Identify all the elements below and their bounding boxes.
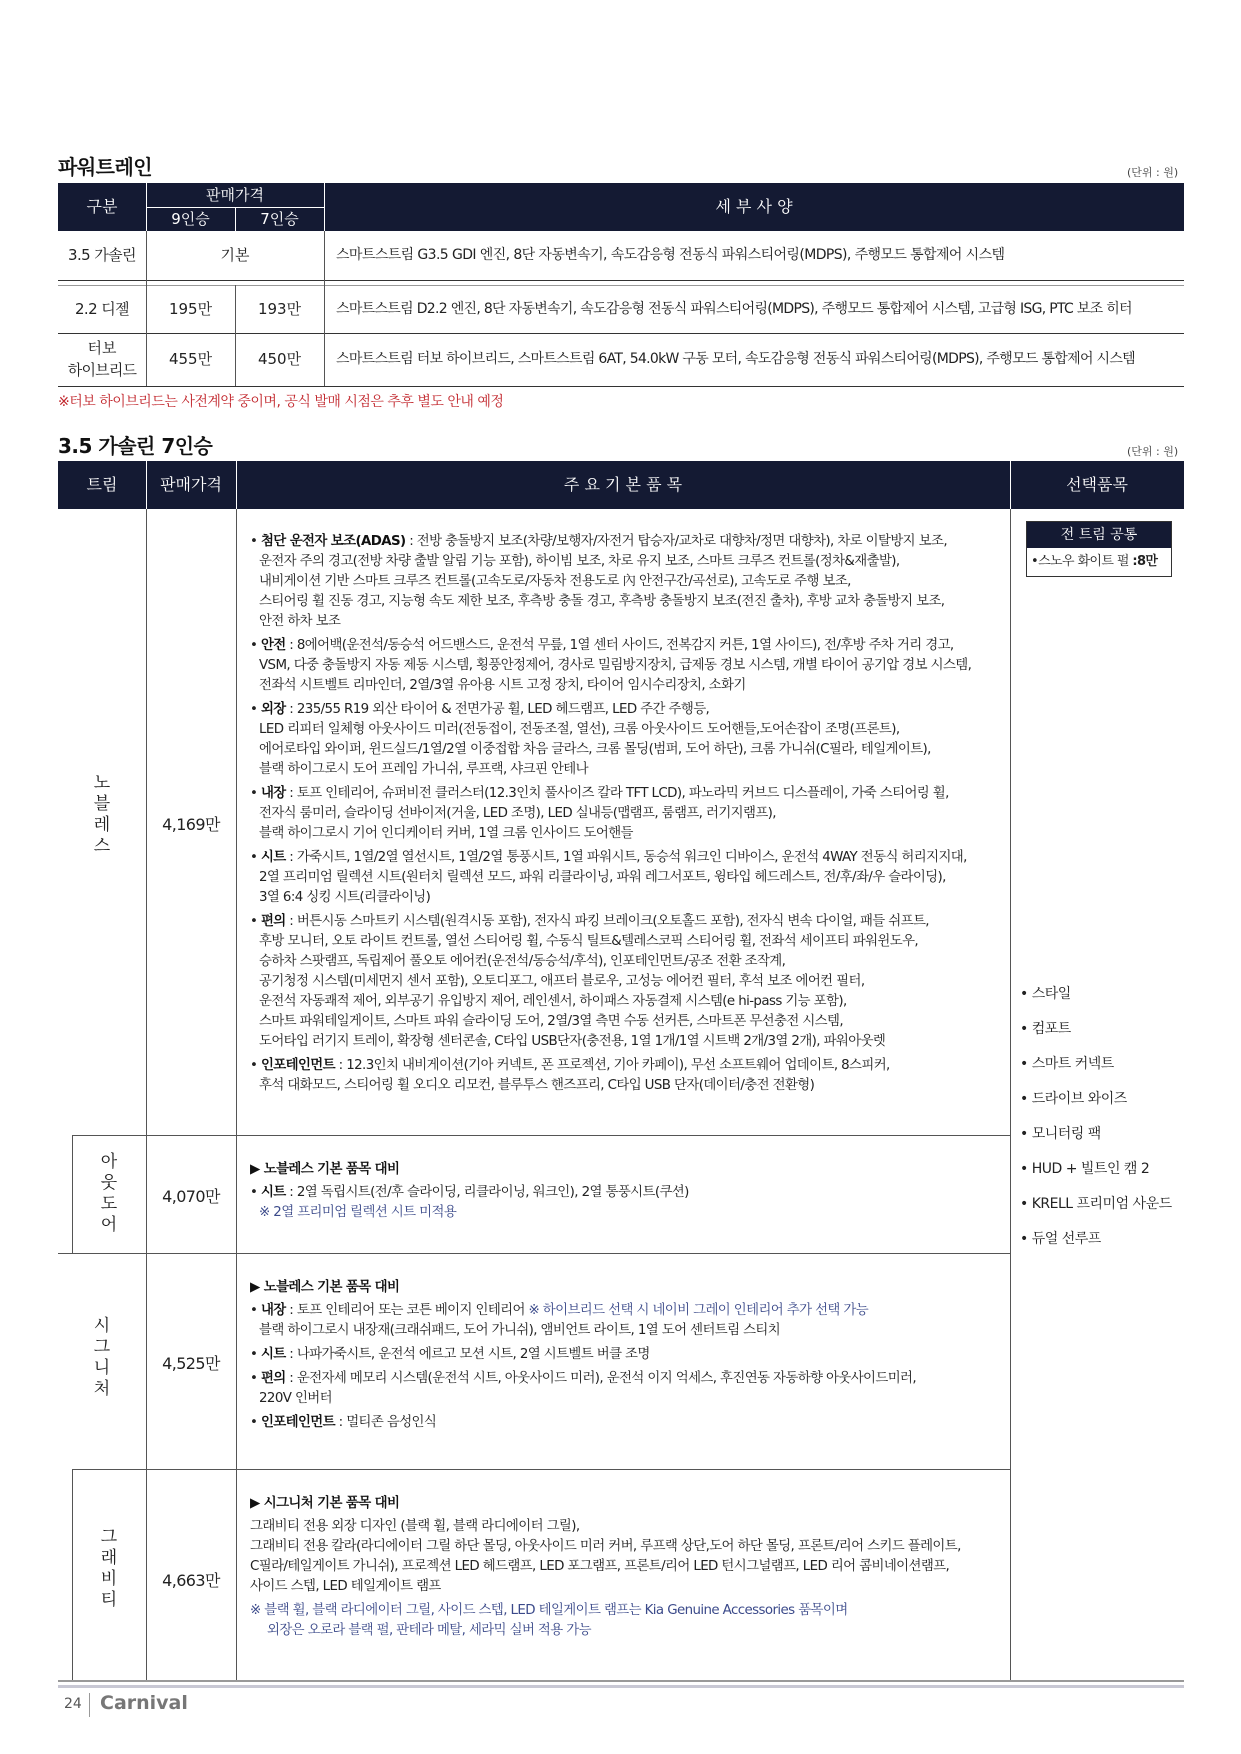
row-price-7: 450만: [257, 350, 302, 368]
header-price: 판매가격: [206, 186, 264, 204]
hybrid-note: ※터보 하이브리드는 사전계약 중이며, 공식 발매 시점은 추후 별도 안내 예정: [58, 394, 504, 410]
row-price-7: 193만: [257, 300, 302, 318]
header-detail: 세 부 사 양: [715, 197, 793, 216]
row-divider: [58, 386, 1184, 387]
trim-noblesse-name: 노 블 레 스: [93, 773, 111, 856]
row-name-line2: 하이브리드: [67, 361, 137, 379]
col-divider: [236, 509, 237, 1680]
header-seven-seats: 7인승: [260, 210, 299, 228]
row-name-line1: 터보: [87, 339, 117, 357]
footer-sep: [89, 1693, 90, 1717]
header-options: 선택품목: [1066, 475, 1128, 494]
option-hud-cam[interactable]: • HUD + 빌트인 캠 2: [1020, 1161, 1150, 1177]
page-number: 24: [64, 1696, 82, 1712]
trim-gravity-price: 4,663만: [162, 1571, 220, 1590]
option-list: [1020, 977, 1180, 1257]
option-monitoring-pack[interactable]: • 모니터링 팩: [1020, 1126, 1101, 1142]
header-sep: [146, 461, 147, 509]
header-main-items: 주 요 기 본 품 목: [563, 475, 683, 494]
header-sep: [235, 208, 236, 231]
footer-rule: [58, 1685, 1184, 1688]
trim-signature-price: 4,525만: [162, 1354, 220, 1373]
gasoline-title: 3.5 가솔린 7인승: [58, 434, 213, 458]
col-divider: [146, 509, 147, 1680]
trim-signature-name: 시 그 니 처: [93, 1316, 111, 1399]
item-infotainment: • 인포테인먼트 : 12.3인치 내비게이션(기아 커넥트, 폰 프로젝션, 기아 카페이), 무선 소프트웨어 업데이트, 8스피커,: [250, 1058, 890, 1073]
row-price-9: 455만: [168, 350, 213, 368]
header-sep: [236, 461, 237, 509]
option-comfort[interactable]: • 컴포트: [1020, 1021, 1071, 1037]
header-sep: [1010, 461, 1011, 509]
row-detail: 스마트스트림 터보 하이브리드, 스마트스트림 6AT, 54.0kW 구동 모터, 속도감응형 전동식 파워스티어링(MDPS), 주행모드 통합제어 시스템: [336, 351, 1135, 367]
row-detail: 스마트스트림 G3.5 GDI 엔진, 8단 자동변속기, 속도감응형 전동식 파워스티어링(MDPS), 주행모드 통합제어 시스템: [336, 247, 1005, 263]
row-price-merged: 기본: [220, 246, 250, 264]
row-name: 3.5 가솔린: [68, 246, 136, 264]
item-exterior: • 외장 : 235/55 R19 외산 타이어 & 전면가공 휠, LED 헤드램프, LED 주간 주행등,: [250, 702, 710, 717]
option-dual-sunroof[interactable]: • 듀얼 선루프: [1020, 1231, 1101, 1247]
signature-items: ▶ 노블레스 기본 품목 대비 • 내장 : 토프 인테리어 또는 코튼 베이지 인테리어 ※ 하이브리드 선택 시 네이비 그레이 인테리어 추가 선택 가능 블랙 하이그로시 내장재(크래쉬패드, 도어 가니쉬), 앰비언트 라이트, 1열 도어 센터트림 스티치 • 시트 : 나파가죽시트, 운전석 에르고 모션 시트, 2열 시트벨트 버클 조명 • 편의 : 운전자세 메모리 시스템(운전석 시트, 아웃사이드 미러), 운전석 이지 억세스, 후진연동 자동하향 아웃사이드미러, 220V 인버터 • 인포테인먼트 : 멀티존 음성인식: [250, 1280, 917, 1430]
common-option-box: [1026, 521, 1172, 577]
item-seat: • 시트 : 가죽시트, 1열/2열 열선시트, 1열/2열 통풍시트, 1열 파워시트, 동승석 워크인 디바이스, 운전석 4WAY 전동식 허리지지대,: [250, 850, 967, 865]
option-smart-connect[interactable]: • 스마트 커넥트: [1020, 1056, 1114, 1072]
header-category: 구분: [86, 197, 118, 216]
trim-outdoor-price: 4,070만: [162, 1187, 220, 1206]
common-option-title: 전 트림 공통: [1027, 522, 1171, 548]
item-interior: • 내장 : 토프 인테리어, 슈퍼비전 클러스터(12.3인치 풀사이즈 칼라 TFT LCD), 파노라믹 커브드 디스플레이, 가죽 스티어링 휠,: [250, 786, 949, 801]
gasoline-unit: (단위 : 원): [1127, 445, 1179, 458]
model-name: Carnival: [100, 1692, 188, 1714]
header-nine-seats: 9인승: [171, 210, 210, 228]
powertrain-unit: (단위 : 원): [1127, 166, 1179, 179]
trim-noblesse-price: 4,169만: [162, 815, 220, 834]
trim-gravity-name: 그 래 비 티: [100, 1527, 118, 1610]
item-convenience: • 편의 : 버튼시동 스마트키 시스템(원격시동 포함), 전자식 파킹 브레이크(오토홀드 포함), 전자식 변속 다이얼, 패들 쉬프트,: [250, 914, 929, 929]
row-divider: [72, 1135, 1010, 1136]
option-drive-wise[interactable]: • 드라이브 와이즈: [1020, 1091, 1127, 1107]
row-price-9: 195만: [168, 300, 213, 318]
row-divider: [72, 1469, 1010, 1470]
header-sale-price: 판매가격: [160, 475, 222, 494]
noblesse-items: • 첨단 운전자 보조(ADAS) : 전방 충돌방지 보조(차량/보행자/자전거 탑승자/교차로 대향차/정면 대향차), 차로 이탈방지 보조, 운전자 주의 경고(전방 차량 출발 알림 기능 포함), 하이빔 보조, 차로 유지 보조, 스마트 크루즈 컨트롤(정차&재출발), 내비게이션 기반 스마트 크루즈 컨트롤(고속도로/자동차 전용도로 內 안전구간/곡선로), 고속도로 주행 보조, 스티어링 휠 진동 경고, 지능형 속도 제한 보조, 후측방 충돌 경고, 후측방 충돌방지 보조(전진 출차), 후방 교차 충돌방지 보조, 안전 하차 보조 • 안전 : 8에어백(운전석/동승석 어드밴스드, 운전석 무릎, 1열 센터 사이드, 전복감지 커튼, 1열 사이드), 전/후방 주차 거리 경고, VSM, 다중 충돌방지 자동 제동 시스템, 횡풍안정제어, 경사로 밀림방지장치, 급제동 경보 시스템, 개별 타이어 공기압 경보 시스템, 전좌석 시트벨트 리마인더, 2열/3열 유아용 시트 고정 장치, 타이어 임시수리장치, 소화기 • 외장 : 235/55 R19 외산 타이어 & 전면가공 휠, LED 헤드램프, LED 주간 주행등, LED 리피터 일체형 아웃사이드 미러(전동접이, 전동조절, 열선), 크롬 아웃사이드 도어핸들,도어손잡이 조명(프론트), 에어로타입 와이퍼, 윈드실드/1열/2열 이중접합 차음 글라스, 크롬 몰딩(범퍼, 도어 하단), 크롬 가니쉬(C필라, 테일게이트), 블랙 하이그로시 도어 프레임 가니쉬, 루프랙, 샤크핀 안테나 • 내장 : 토프 인테리어, 슈퍼비전 클러스터(12.3인치 풀사이즈 칼라 TFT LCD), 파노라믹 커브드 디스플레이, 가죽 스티어링 휠, 전자식 룸미러, 슬라이딩 선바이저(거울, LED 조명), LED 실내등(맵램프, 룸램프, 러기지램프), 블랙 하이그로시 기어 인디케이터 커버, 1열 크롬 인사이드 도어핸들 • 시트 : 가죽시트, 1열/2열 열선시트, 1열/2열 통풍시트, 1열 파워시트, 동승석 워크인 디바이스, 운전석 4WAY 전동식 허리지지대, 2열 프리미엄 릴렉션 시트(원터치 릴렉션 모드, 파워 리클라이닝, 파워 레그서포트, 윙타입 헤드레스트, 전/후/좌/우 슬라이딩), 3열 6:4 싱킹 시트(리클라이닝) • 편의 : 버튼시동 스마트키 시스템(원격시동 포함), 전자식 파킹 브레이크(오토홀드 포함), 전자식 변속 다이얼, 패들 쉬프트, 후방 모니터, 오토 라이트 컨트롤, 열선 스티어링 휠, 수동식 틸트&텔레스코픽 스티어링 휠, 전좌석 세이프티 파워윈도우, 승하차 스팟램프, 독립제어 풀오토 에어컨(운전석/동승석/후석), 인포테인먼트/공조 전환 조작계, 공기청정 시스템(미세먼지 센서 포함), 오토디포그, 애프터 블로우, 고성능 에어컨 필터, 후석 보조 에어컨 필터, 운전석 자동쾌적 제어, 외부공기 유입방지 제어, 레인센서, 하이패스 자동결제 시스템(e hi-pass 기능 포함), 스마트 파워테일게이트, 스마트 파워 슬라이딩 도어, 2열/3열 측면 수동 선커튼, 스마트폰 무선충전 시스템, 도어타입 러기지 트레이, 확장형 센터콘솔, C타입 USB단자(충전용, 1열 1개/1열 시트백 2개/3열 2개), 파워아웃렛 • 인포테인먼트 : 12.3인치 내비게이션(기아 커넥트, 폰 프로젝션, 기아 카페이), 무선 소프트웨어 업데이트, 8스피커, 후석 대화모드, 스티어링 휠 오디오 리모컨, 블루투스 핸즈프리, C타입 USB 단자(데이터/충전 전환형): [250, 532, 1005, 1096]
item-adas: • 첨단 운전자 보조(ADAS) : 전방 충돌방지 보조(차량/보행자/자전거 탑승자/교차로 대향차/정면 대향차), 차로 이탈방지 보조,: [250, 534, 948, 549]
row-divider: [58, 280, 1184, 281]
row-divider: [58, 1253, 1010, 1254]
table-bottom: [58, 1680, 1184, 1682]
header-sep: [146, 183, 147, 231]
option-krell-sound[interactable]: • KRELL 프리미엄 사운드: [1020, 1196, 1172, 1212]
item-safety: • 안전 : 8에어백(운전석/동승석 어드밴스드, 운전석 무릎, 1열 센터 사이드, 전복감지 커튼, 1열 사이드), 전/후방 주차 거리 경고,: [250, 638, 954, 653]
trim-outdoor-name: 아 웃 도 어: [100, 1152, 118, 1235]
gravity-items: ▶ 시그니처 기본 품목 대비 그래비티 전용 외장 디자인 (블랙 휠, 블랙 라디에이터 그릴), 그래비티 전용 칼라(라디에이터 그릴 하단 몰딩, 아웃사이드 미러 커버, 루프랙 상단,도어 하단 몰딩, 프론트/리어 스키드 플레이트, C필라/테일게이트 가니쉬), 프로젝션 LED 헤드램프, LED 포그램프, 프론트/리어 LED 턴시그널램프, LED 리어 콤비네이션램프, 사이드 스텝, LED 테일게이트 램프 ※ 블랙 휠, 블랙 라디에이터 그릴, 사이드 스텝, LED 테일게이트 램프는 Kia Genuine Accessories 품목이며 외장은 오로라 블랙 펄, 판테라 메탈, 세라믹 실버 적용 가능: [250, 1496, 961, 1638]
common-option-item[interactable]: •스노우 화이트 펄 :8만: [1031, 554, 1158, 569]
header-trim: 트림: [86, 475, 118, 494]
row-name: 2.2 디젤: [74, 300, 129, 318]
powertrain-title: 파워트레인: [58, 155, 153, 179]
option-style[interactable]: • 스타일: [1020, 986, 1071, 1002]
col-divider: [324, 231, 325, 386]
col-divider: [1010, 509, 1011, 1680]
outdoor-items: ▶ 노블레스 기본 품목 대비 • 시트 : 2열 독립시트(전/후 슬라이딩, 리클라이닝, 워크인), 2열 통풍시트(쿠션) ※ 2열 프리미엄 릴렉션 시트 미적용: [250, 1162, 689, 1220]
row-detail: 스마트스트림 D2.2 엔진, 8단 자동변속기, 속도감응형 전동식 파워스티어링(MDPS), 주행모드 통합제어 시스템, 고급형 ISG, PTC 보조 히터: [336, 301, 1132, 317]
